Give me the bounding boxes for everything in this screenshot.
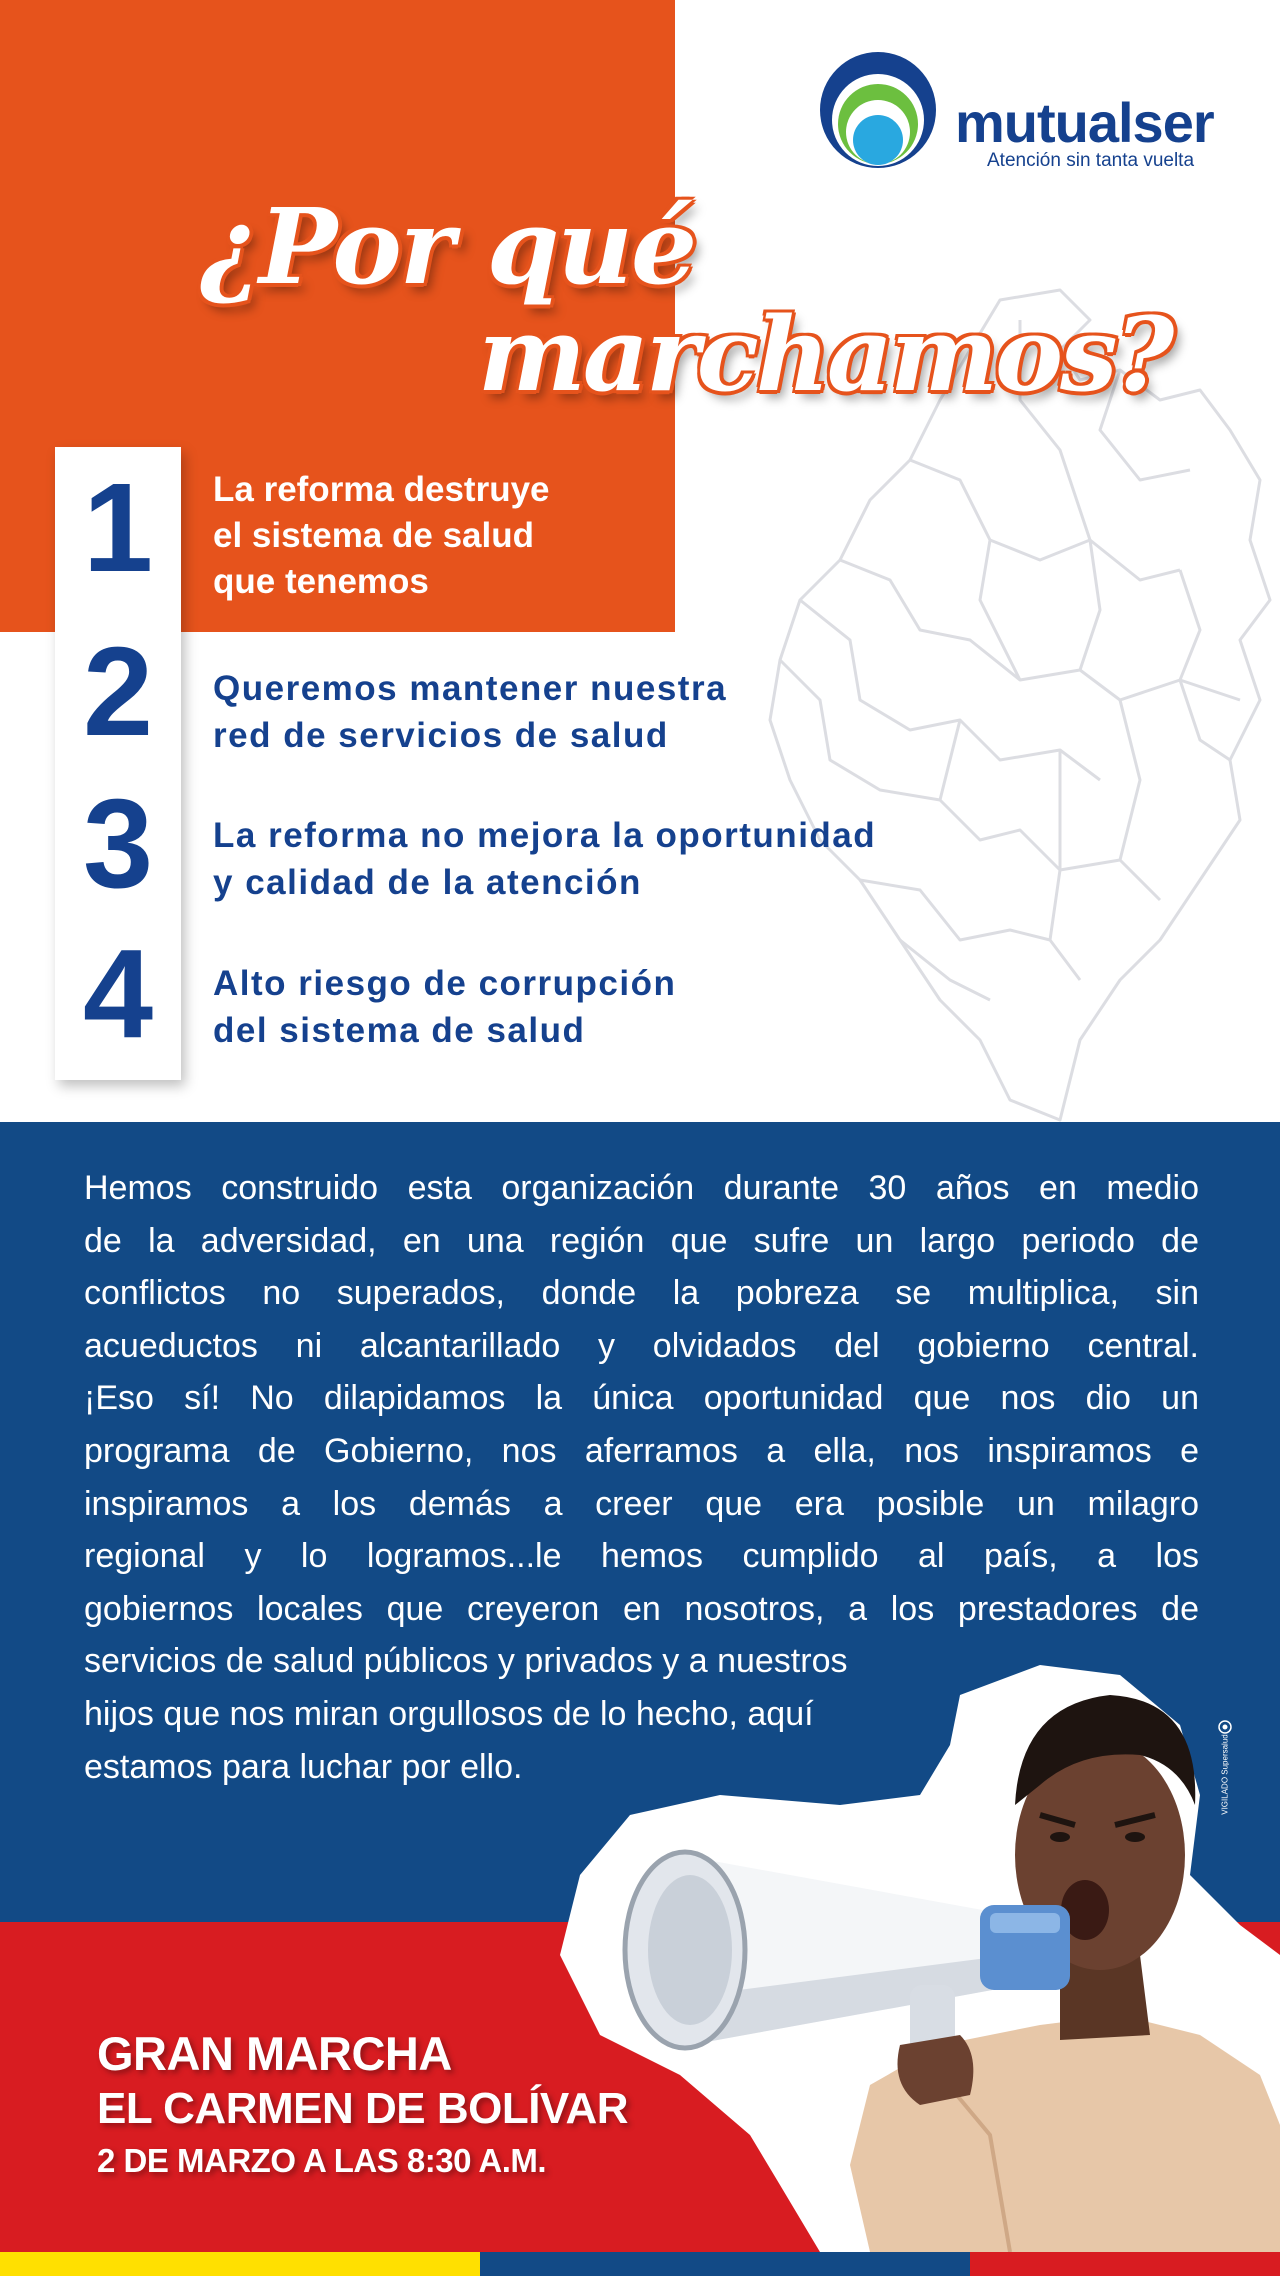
body-line: inspiramos a los demás a creer que era posible un milagro [84,1484,1199,1523]
body-line: acueductos ni alcantarillado y olvidados del gobierno central. [84,1326,1199,1365]
brand-tagline: Atención sin tanta vuelta [987,150,1195,171]
reason-number-3: 3 [82,773,154,914]
body-line: programa de Gobierno, nos aferramos a ella, nos inspiramos e [84,1431,1199,1470]
brand-logo [815,48,1235,178]
body-line: gobiernos locales que creyeron en nosotros, a los prestadores de [84,1589,1199,1628]
reason-line: La reforma no mejora la oportunidad [213,816,877,855]
reason-line: y calidad de la atención [213,863,642,902]
reason-number-2: 2 [82,621,154,762]
number-column [55,447,181,1080]
reason-4-text [213,960,676,1054]
flag-stripe-yellow [0,2252,480,2276]
reason-line: el sistema de salud [213,516,534,555]
headline-line-1: ¿Por qué [200,185,696,308]
reason-1-text [213,467,550,605]
body-line: conflictos no superados, donde la pobreza se multiplica, sin [84,1274,1199,1313]
reason-number-4: 4 [82,923,154,1064]
flag-stripe-blue [480,2252,970,2276]
vigilado-credit-text: VIGILADO Supersalud [1220,1734,1230,1815]
mutualser-logo-icon [815,48,945,178]
vigilado-credit [1215,1720,1235,1840]
event-title: GRAN MARCHA [97,2027,452,2080]
event-place: EL CARMEN DE BOLÍVAR [97,2084,629,2133]
headline-line-2: marchamos? [478,295,1172,415]
body-line: Hemos construido esta organización durante 30 años en medio [84,1169,1199,1207]
flag-stripe-red [970,2252,1280,2276]
body-line: ¡Eso sí! No dilapidamos la única oportunidad que nos dio un [84,1379,1199,1418]
reason-2-text [213,665,727,759]
reason-line: del sistema de salud [213,1011,586,1050]
reason-line: La reforma destruye [213,470,550,509]
body-line: regional y lo logramos...le hemos cumplido al país, a los [84,1537,1199,1576]
body-line: de la adversidad, en una región que sufre un largo periodo de [84,1221,1199,1260]
event-datetime: 2 DE MARZO A LAS 8:30 A.M. [97,2142,547,2179]
reason-line: Alto riesgo de corrupción [213,964,677,1003]
reason-line: que tenemos [213,562,429,601]
body-line: estamos para luchar por ello. [84,1747,523,1786]
reason-number-1: 1 [82,457,154,598]
protester-megaphone-illustration [540,1655,1280,2252]
reason-line: red de servicios de salud [213,716,669,755]
body-line: servicios de salud públicos y privados y a nuestros [84,1642,848,1681]
brand-name: mutualser [955,91,1214,154]
body-line: hijos que nos miran orgullosos de lo hecho, aquí [84,1694,814,1733]
reason-line: Queremos mantener nuestra [213,669,728,708]
reason-3-text [213,812,876,906]
